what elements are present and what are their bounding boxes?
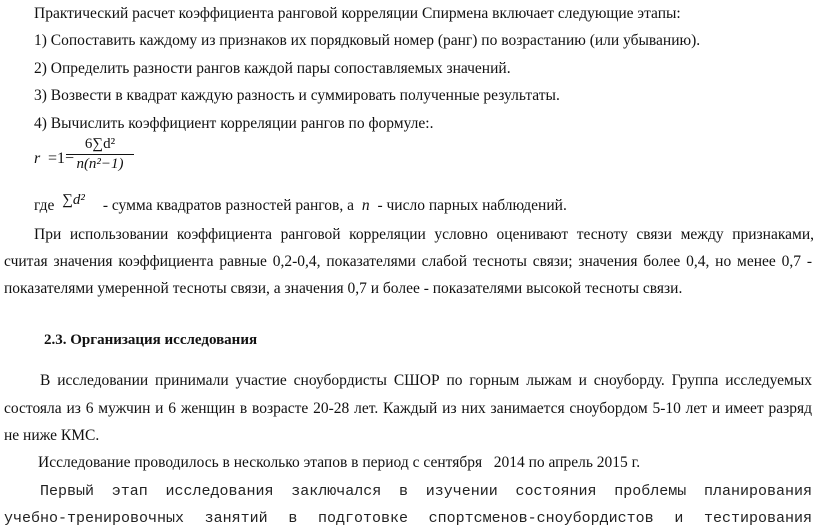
research-line-1: В исследовании принимали участие сноубордисты СШОР по горным лыжам и сноуборду. Группа исследуемых	[40, 372, 812, 389]
mono-line-1: Первый этап исследования заключался в изучении состояния проблемы планирования	[40, 483, 812, 500]
interpretation-line-3: показателями умеренной тесноты связи, а значения 0,7 и более - показателями высокой тесноты связи.	[4, 280, 683, 297]
intro-line: Практический расчет коэффициента ранговой корреляции Спирмена включает следующие этапы:	[34, 5, 681, 22]
step-3: 3) Возвести в квадрат каждую разность и суммировать полученные результаты.	[34, 87, 560, 104]
where-mid: - сумма квадратов разностей рангов, а	[102, 197, 354, 214]
fraction-bar	[66, 154, 134, 155]
where-suffix: - число парных наблюдений.	[377, 197, 567, 214]
period-line: Исследование проводилось в несколько этапов в период с сентября 2014 по апрель 2015 г.	[38, 454, 641, 471]
interpretation-line-2: считая значения коэффициента равные 0,2-0,4, показателями слабой тесноты связи; значения более 0,4, но менее 0,7 -	[4, 253, 812, 270]
step-4: 4) Вычислить коэффициент корреляции рангов по формуле:.	[34, 115, 434, 132]
formula-lhs: r	[34, 150, 41, 167]
research-line-2: состояла из 6 мужчин и 6 женщин в возрасте 20-28 лет. Каждый из них занимается сноубордом 5-10 лет и имеет разряд	[4, 400, 812, 417]
where-line	[34, 192, 567, 214]
research-line-3: не ниже КМС.	[4, 427, 100, 444]
spearman-formula	[34, 136, 144, 180]
n-symbol: n	[361, 197, 370, 214]
step-2: 2) Определить разности рангов каждой пары сопоставляемых значений.	[34, 60, 511, 77]
mono-line-2: учебно-тренировочных занятий в подготовке спортсменов-сноубордистов и тестирования	[4, 510, 812, 527]
step-1: 1) Сопоставить каждому из признаков их порядковый номер (ранг) по возрастанию (или убыванию).	[34, 32, 701, 49]
formula-denominator: n(n²−1)	[76, 156, 124, 172]
where-prefix: где	[34, 197, 55, 214]
interpretation-line-1: При использовании коэффициента ранговой корреляции условно оценивают тесноту связи между признаками,	[34, 226, 814, 243]
sum-symbol: ∑d²	[62, 192, 85, 208]
section-heading: 2.3. Организация исследования	[44, 332, 258, 348]
formula-fraction	[66, 136, 134, 173]
formula-numerator: 6∑d²	[84, 136, 116, 152]
formula-equals: =1−	[48, 150, 75, 167]
